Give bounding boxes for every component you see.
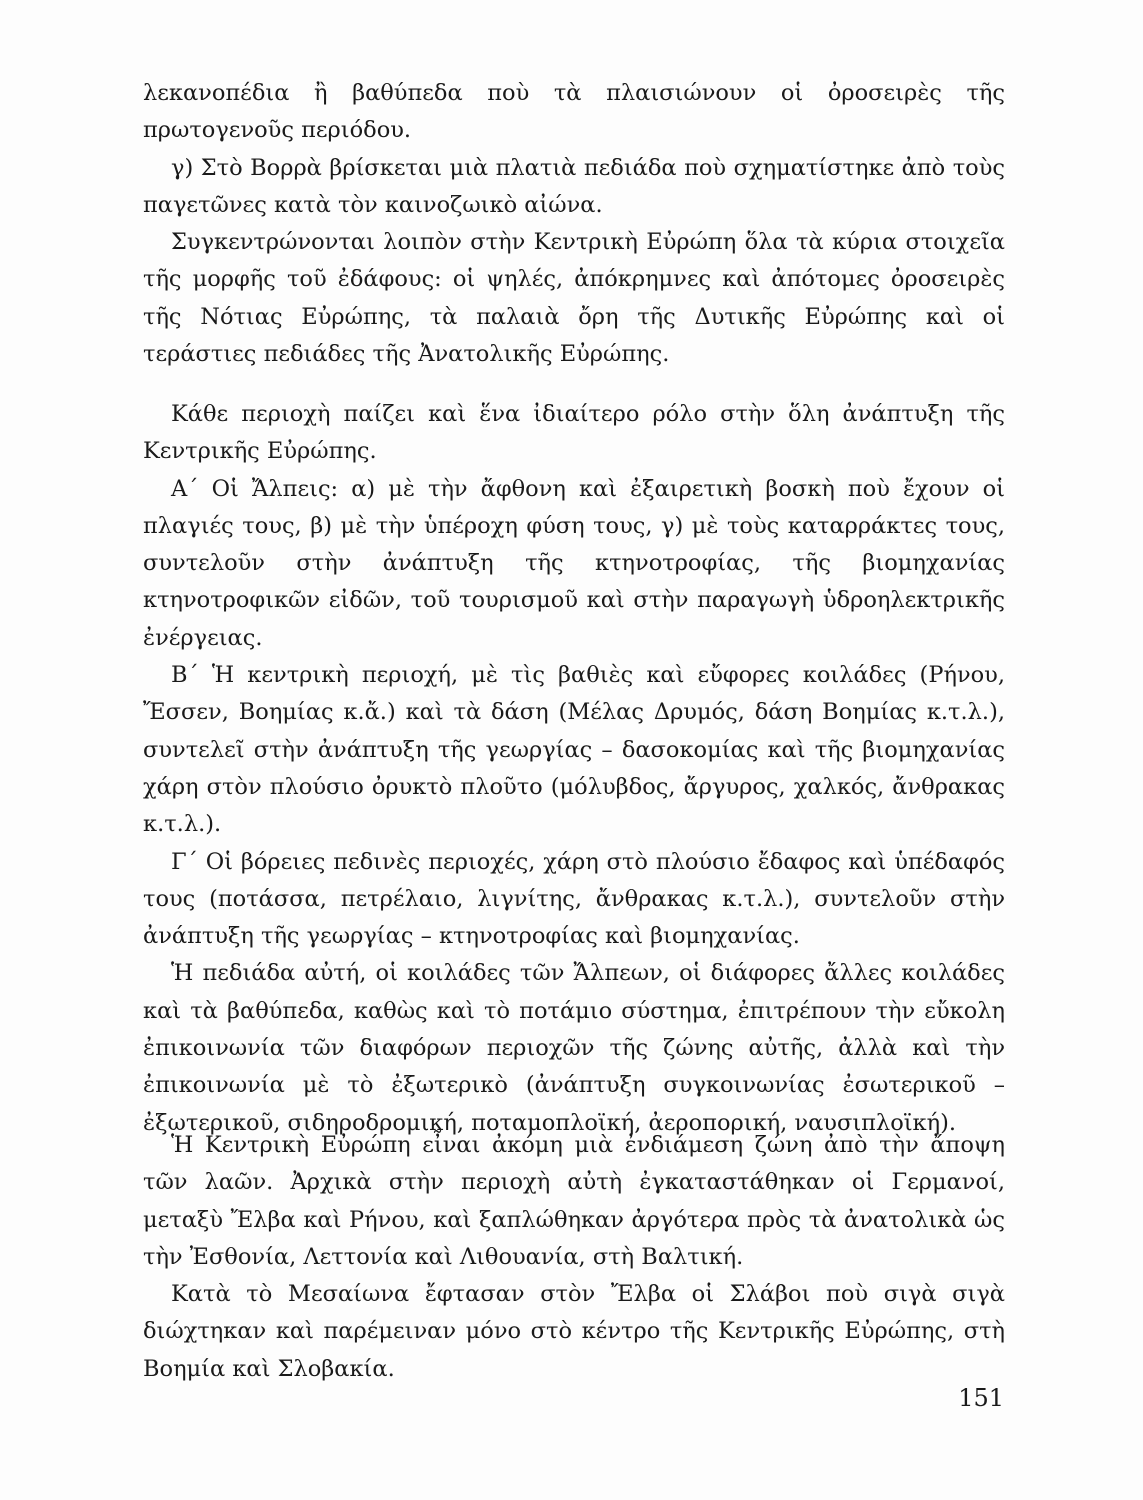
paragraph: Κατὰ τὸ Μεσαίωνα ἔφτασαν στὸν Ἔλβα οἱ Σλάβοι ποὺ σιγὰ σιγὰ διώχτηκαν καὶ παρέμειναν μόνο στὸ κέντρο τῆς Κεντρικῆς Εὐρώπης, στὴ Βοημία καὶ Σλοβακία. [143,1281,1005,1382]
paragraph: Ἡ Κεντρικὴ Εὐρώπη εἶναι ἀκόμη μιὰ ἐνδιάμεση ζώνη ἀπὸ τὴν ἄποψη τῶν λαῶν. Ἀρχικὰ στὴν περιοχὴ αὐτὴ ἐγκαταστάθηκαν οἱ Γερμανοί, μεταξὺ Ἔλβα καὶ Ρήνου, καὶ ξαπλώθηκαν ἀργότερα πρὸς τὰ ἀνατολικὰ ὡς τὴν Ἐσθονία, Λεττονία καὶ Λιθουανία, στὴ Βαλτική. [143,1132,1005,1270]
paragraph: Β΄ Ἡ κεντρικὴ περιοχή, μὲ τὶς βαθιὲς καὶ εὔφορες κοιλάδες (Ρήνου, Ἔσσεν, Βοημίας κ.ἄ.) καὶ τὰ δάση (Μέλας Δρυμός, δάση Βοημίας κ.τ.λ.), συντελεῖ στὴν ἀνάπτυξη τῆς γεωργίας – δασοκομίας καὶ τῆς βιομηχανίας χάρη στὸν πλούσιο ὀρυκτὸ πλοῦτο (μόλυβδος, ἄργυρος, χαλκός, ἄνθρακας κ.τ.λ.). [143,662,1005,838]
paragraph: λεκανοπέδια ἢ βαθύπεδα ποὺ τὰ πλαισιώνουν οἱ ὀροσειρὲς τῆς πρωτογενοῦς περιόδου. [143,80,1005,144]
page-number: 151 [958,1384,1004,1412]
paragraph: Κάθε περιοχὴ παίζει καὶ ἕνα ἰδιαίτερο ρόλο στὴν ὅλη ἀνάπτυξη τῆς Κεντρικῆς Εὐρώπης. [143,401,1005,465]
paragraph: γ) Στὸ Βορρὰ βρίσκεται μιὰ πλατιὰ πεδιάδα ποὺ σχηματίστηκε ἀπὸ τοὺς παγετῶνες κατὰ τὸν καινοζωικὸ αἰώνα. [143,154,1005,218]
text-block-regional-roles [143,396,1005,1142]
paragraph: Α΄ Οἱ Ἄλπεις: α) μὲ τὴν ἄφθονη καὶ ἐξαιρετικὴ βοσκὴ ποὺ ἔχουν οἱ πλαγιές τους, β) μὲ τὴν ὑπέροχη φύση τους, γ) μὲ τοὺς καταρράκτες τους, συντελοῦν στὴν ἀνάπτυξη τῆς κτηνοτροφίας, τῆς βιομηχανίας κτηνοτροφικῶν εἰδῶν, τοῦ τουρισμοῦ καὶ στὴν παραγωγὴ ὑδροηλεκτρικῆς ἐνέργειας. [143,475,1005,651]
paragraph: Γ΄ Οἱ βόρειες πεδινὲς περιοχές, χάρη στὸ πλούσιο ἔδαφος καὶ ὑπέδαφός τους (ποτάσσα, πετρέλαιο, λιγνίτης, ἄνθρακας κ.τ.λ.), συντελοῦν στὴν ἀνάπτυξη τῆς γεωργίας – κτηνοτροφίας καὶ βιομηχανίας. [143,848,1005,950]
paragraph: Συγκεντρώνονται λοιπὸν στὴν Κεντρικὴ Εὐρώπη ὅλα τὰ κύρια στοιχεῖα τῆς μορφῆς τοῦ ἐδάφους: οἱ ψηλές, ἀπόκρημνες καὶ ἀπότομες ὀροσειρὲς τῆς Νότιας Εὐρώπης, τὰ παλαιὰ ὄρη τῆς Δυτικῆς Εὐρώπης καὶ οἱ τεράστιες πεδιάδες τῆς Ἀνατολικῆς Εὐρώπης. [143,229,1005,368]
text-block-peoples [143,1127,1005,1388]
paragraph: Ἡ πεδιάδα αὐτή, οἱ κοιλάδες τῶν Ἄλπεων, οἱ διάφορες ἄλλες κοιλάδες καὶ τὰ βαθύπεδα, καθὼς καὶ τὸ ποτάμιο σύστημα, ἐπιτρέπουν τὴν εὔκολη ἐπικοινωνία τῶν διαφόρων περιοχῶν τῆς ζώνης αὐτῆς, ἀλλὰ καὶ τὴν ἐπικοινωνία μὲ τὸ ἐξωτερικὸ (ἀνάπτυξη συγκοινωνίας ἐσωτερικοῦ – ἐξωτερικοῦ, σιδηροδρομική, ποταμοπλοϊκή, ἀεροπορική, ναυσιπλοϊκή). [143,960,1005,1136]
text-block-physical-features [143,75,1005,373]
